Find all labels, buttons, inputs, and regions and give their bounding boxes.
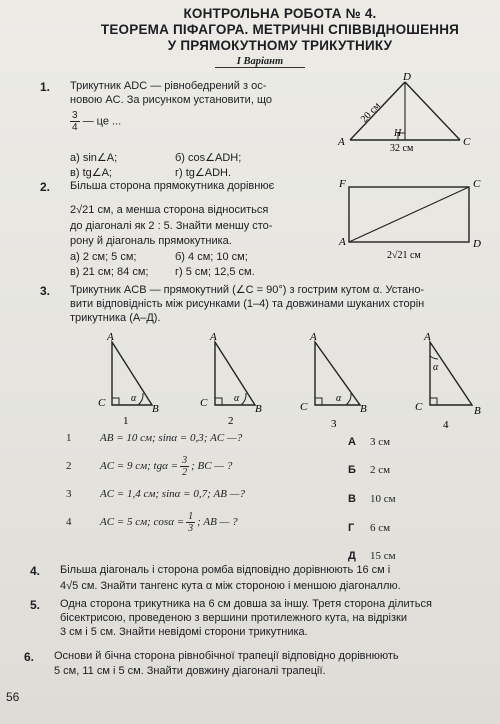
task1-figure	[330, 70, 490, 160]
task6-line1: Основи й бічна сторона рівнобічної трапеції відповідно дорівнюють	[54, 650, 399, 662]
figure3-right-angle	[315, 398, 322, 405]
condition-4: AC = 5 см; cosα = $\frac{1}{3}$ ; AB — ?	[100, 510, 238, 534]
task6-line2: 5 см, 11 см і 5 см. Знайти довжину діагоналі трапеції.	[54, 665, 326, 677]
task5-line2: бісектрисою, проведеною з вершини протилежного кута, на відрізки	[60, 612, 407, 624]
task3-figure-2	[200, 331, 262, 427]
length-label: 2√21 см	[387, 250, 421, 261]
variant-label: I Варіант	[215, 56, 305, 68]
page-number: 56	[6, 690, 20, 704]
task4-line1: Більша діагональ і сторона ромба відповідно дорівнюють 16 см і	[60, 564, 391, 576]
rectangle-diagonal	[349, 187, 469, 242]
vertex-c: C	[463, 136, 471, 148]
figure3-angle-arc	[346, 393, 351, 405]
figure4-vertex-c: C	[415, 401, 423, 413]
condition-2-number: 2	[66, 460, 72, 472]
figure1-alpha: α	[131, 393, 137, 404]
answer-value-b: 2 см	[370, 464, 391, 476]
answer-value-e: 15 см	[370, 550, 396, 562]
figure3-vertex-b: B	[360, 403, 367, 415]
task5-line3: 3 см і 5 см. Знайти невідомі сторони трикутника.	[60, 626, 308, 638]
triangle-side-dc	[405, 82, 460, 140]
task1-line2: новою AC. За рисунком установити, що	[70, 94, 272, 106]
figure1-label: 1	[123, 415, 129, 427]
title-line-2: ТЕОРЕМА ПІФАГОРА. МЕТРИЧНІ СПІВВІДНОШЕННЯ	[100, 22, 460, 37]
title-line-3: У ПРЯМОКУТНОМУ ТРИКУТНИКУ	[167, 38, 393, 53]
task1-line1: Трикутник ADC — рівнобедрений з ос-	[70, 80, 267, 92]
figure4-vertex-b: B	[474, 405, 481, 417]
vertex-a: A	[339, 236, 346, 248]
vertex-d: D	[473, 238, 481, 250]
task2-option-d: г) 5 см; 12,5 см.	[175, 266, 255, 278]
figure3-vertex-c: C	[300, 401, 308, 413]
figure4-right-angle	[430, 398, 437, 405]
vertex-d: D	[403, 71, 411, 83]
task4-line2: 4√5 см. Знайти тангенс кута α між стороною і меншою діагоналлю.	[60, 580, 401, 592]
condition-1-number: 1	[66, 432, 72, 444]
answer-letter-a: А	[348, 436, 356, 448]
task1-number: 1.	[40, 80, 51, 94]
task3-line1: Трикутник ACB — прямокутний (∠C = 90°) з гострим кутом α. Устано-	[70, 284, 425, 296]
figure2-right-angle	[215, 398, 222, 405]
condition-1: AB = 10 см; sinα = 0,3; AC —?	[100, 432, 243, 444]
vertex-a: A	[338, 136, 345, 148]
task3-number: 3.	[40, 284, 51, 298]
vertex-h: H	[394, 128, 402, 139]
task2-line2: 2√21 см, а менша сторона відноситься	[70, 204, 269, 216]
figure2-alpha: α	[234, 393, 240, 404]
condition-4-fraction: $\frac{1}{3}$	[188, 510, 194, 534]
answer-value-a: 3 см	[370, 436, 391, 448]
figure3-alpha: α	[336, 393, 342, 404]
task1-option-b: б) cos∠ADH;	[175, 152, 242, 164]
task1-option-d: г) tg∠ADH.	[175, 167, 232, 179]
task1-fraction: $\frac{3}{4}$	[72, 110, 78, 133]
figure1-vertex-b: B	[152, 403, 159, 415]
figure4-triangle	[430, 342, 472, 405]
answer-value-c: 10 см	[370, 493, 396, 505]
task3-figures	[90, 330, 490, 430]
condition-4-number: 4	[66, 516, 72, 528]
task2-option-b: б) 4 см; 10 см;	[175, 251, 248, 263]
figure1-vertex-a: A	[107, 331, 114, 343]
condition-2-fraction: $\frac{3}{2}$	[182, 454, 188, 478]
answer-letter-d: Г	[348, 522, 355, 534]
title-line-1: КОНТРОЛЬНА РОБОТА № 4.	[183, 6, 377, 21]
task1-fraction-row	[70, 110, 121, 133]
answer-letter-e: Д	[348, 550, 356, 562]
figure3-label: 3	[331, 418, 337, 430]
task4-number: 4.	[30, 564, 41, 578]
figure1-angle-arc	[138, 393, 143, 405]
vertex-f: F	[339, 178, 346, 190]
task6-number: 6.	[24, 650, 35, 664]
answer-letter-c: В	[348, 493, 356, 505]
task1-option-a: а) sin∠A;	[70, 152, 118, 164]
figure1-vertex-c: C	[98, 397, 106, 409]
task2-figure	[335, 178, 490, 263]
task2-option-c: в) 21 см; 84 см;	[70, 266, 149, 278]
task3-figure-4	[415, 331, 481, 430]
task1-after-fraction: — це ...	[82, 115, 122, 128]
figure2-angle-arc	[241, 393, 246, 405]
task5-number: 5.	[30, 598, 41, 612]
answer-value-d: 6 см	[370, 522, 391, 534]
task2-option-a: а) 2 см; 5 см;	[70, 251, 137, 263]
task1-option-c: в) tg∠A;	[70, 167, 112, 179]
figure1-right-angle	[112, 398, 119, 405]
condition-3-number: 3	[66, 488, 72, 500]
figure4-angle-arc	[430, 356, 438, 359]
task3-figure-3	[300, 331, 367, 430]
task3-figure-1	[98, 331, 159, 427]
side-length-label: 20 см	[358, 100, 383, 125]
base-length-label: 32 см	[390, 143, 414, 154]
condition-3: AC = 1,4 см; sinα = 0,7; AB —?	[100, 488, 245, 500]
figure4-vertex-a: A	[424, 331, 431, 343]
figure2-vertex-b: B	[255, 403, 262, 415]
figure4-alpha: α	[433, 362, 439, 373]
task2-line1: Більша сторона прямокутника дорівнює	[70, 180, 275, 192]
figure3-vertex-a: A	[310, 331, 317, 343]
task3-line3: трикутника (А–Д).	[70, 312, 161, 324]
task2-number: 2.	[40, 180, 51, 194]
task3-line2: вити відповідність між рисунками (1–4) та довжинами шуканих сторін	[70, 298, 425, 310]
answer-letter-b: Б	[348, 464, 356, 476]
figure2-label: 2	[228, 415, 234, 427]
figure2-vertex-a: A	[210, 331, 217, 343]
figure4-label: 4	[443, 419, 449, 430]
task2-line4: рону й діагональ прямокутника.	[70, 235, 232, 247]
task5-line1: Одна сторона трикутника на 6 см довша за іншу. Третя сторона ділиться	[60, 598, 432, 610]
condition-2: AC = 9 см; tgα = $\frac{3}{2}$ ; BC — ?	[100, 454, 233, 478]
task2-line3: до діагоналі як 2 : 5. Знайти меншу сто-	[70, 220, 273, 232]
figure2-vertex-c: C	[200, 397, 208, 409]
vertex-c: C	[473, 178, 481, 190]
